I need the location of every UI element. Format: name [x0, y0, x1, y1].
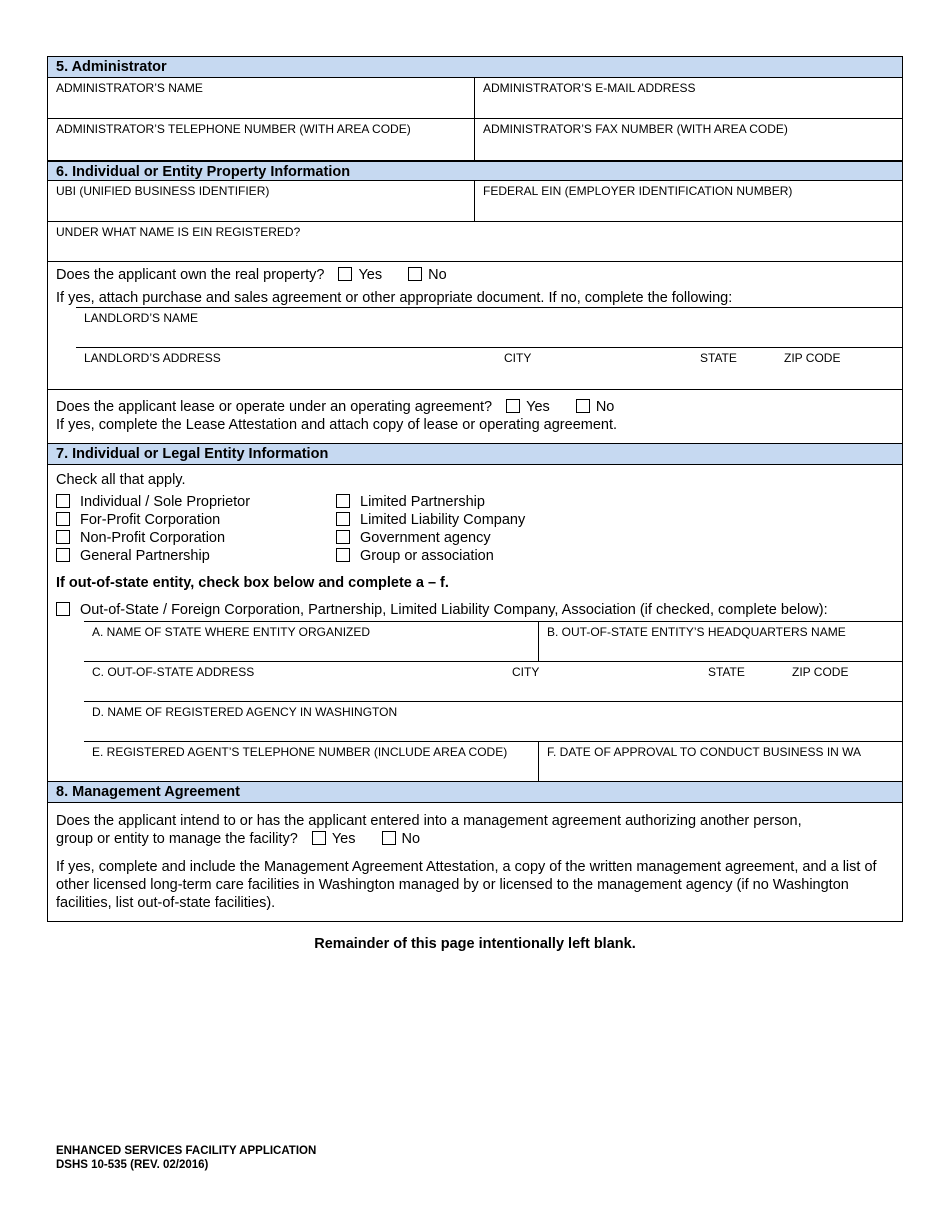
oos-city-field[interactable]: CITY — [512, 665, 540, 679]
entity-option[interactable] — [336, 547, 636, 565]
management-no-checkbox[interactable] — [382, 831, 396, 845]
entity-checkbox[interactable] — [56, 494, 70, 508]
ein-name-field[interactable]: UNDER WHAT NAME IS EIN REGISTERED? — [48, 222, 902, 262]
entity-options — [48, 493, 902, 565]
entity-option[interactable] — [56, 529, 336, 547]
landlord-address-row — [76, 347, 902, 387]
landlord-name-field[interactable]: LANDLORD’S NAME — [84, 311, 199, 325]
lease-note: If yes, complete the Lease Attestation and attach copy of lease or operating agreement. — [56, 417, 618, 433]
entity-option[interactable] — [56, 493, 336, 511]
landlord-zip-field[interactable]: ZIP CODE — [784, 351, 841, 365]
oos-state-code-field[interactable]: STATE — [708, 665, 745, 679]
landlord-state-field[interactable]: STATE — [700, 351, 737, 365]
section-8-header: 8. Management Agreement — [48, 782, 902, 803]
ein-field[interactable]: FEDERAL EIN (EMPLOYER IDENTIFICATION NUMBER) — [483, 184, 793, 198]
lease-question: Does the applicant lease or operate under an operating agreement? — [56, 399, 493, 415]
admin-name-field[interactable]: ADMINISTRATOR’S NAME — [48, 78, 475, 118]
entity-checkbox[interactable] — [336, 512, 350, 526]
landlord-city-field[interactable]: CITY — [504, 351, 532, 365]
entity-type-block — [48, 465, 902, 782]
entity-option-label: Government agency — [360, 530, 491, 546]
oos-row-ab — [84, 621, 902, 661]
oos-row-ef — [84, 741, 902, 781]
own-no-checkbox[interactable] — [408, 267, 422, 281]
lease-yes-checkbox[interactable] — [506, 399, 520, 413]
entity-checkbox[interactable] — [336, 494, 350, 508]
admin-email-field[interactable]: ADMINISTRATOR’S E-MAIL ADDRESS — [483, 81, 696, 95]
admin-row-2 — [48, 119, 902, 160]
out-of-state-checkbox[interactable] — [56, 602, 70, 616]
lease-yes-label: Yes — [526, 399, 550, 415]
management-question-line-1: Does the applicant intend to or has the applicant entered into a management agreement authorizing another person, — [56, 813, 802, 829]
entity-option[interactable] — [56, 547, 336, 565]
section-6-header: 6. Individual or Entity Property Information — [48, 160, 902, 181]
management-question-line-2-row — [56, 830, 894, 848]
management-note: If yes, complete and include the Management Agreement Attestation, a copy of the written management agreement, and a list of other licensed long-term care facilities in Washington managed by or licensed to the management agency (if no Washington facilities, list out-of-state facilities). — [56, 859, 877, 911]
lease-no-checkbox[interactable] — [576, 399, 590, 413]
entity-option[interactable] — [336, 511, 636, 529]
management-no-label: No — [401, 831, 421, 847]
lease-question-line — [56, 398, 894, 416]
lease-no-label: No — [595, 399, 615, 415]
own-property-note: If yes, attach purchase and sales agreement or other appropriate document. If no, complete the following: — [56, 290, 733, 306]
landlord-name-row — [76, 307, 902, 347]
entity-option-label: Limited Liability Company — [360, 512, 526, 528]
section-7-header: 7. Individual or Legal Entity Information — [48, 444, 902, 465]
entity-checkbox[interactable] — [56, 548, 70, 562]
entity-option[interactable] — [336, 493, 636, 511]
management-yes-checkbox[interactable] — [312, 831, 326, 845]
landlord-address-field[interactable]: LANDLORD’S ADDRESS — [84, 351, 221, 365]
management-yes-label: Yes — [331, 831, 356, 847]
admin-fax-field[interactable]: ADMINISTRATOR’S FAX NUMBER (WITH AREA CODE) — [483, 122, 788, 136]
entity-checkbox[interactable] — [56, 512, 70, 526]
blank-page-note: Remainder of this page intentionally left blank. — [314, 936, 636, 952]
out-of-state-label: Out-of-State / Foreign Corporation, Partnership, Limited Liability Company, Association (if checked, complete below): — [80, 602, 828, 618]
management-question-line-2: group or entity to manage the facility? — [56, 831, 298, 847]
oos-row-c — [84, 661, 902, 701]
check-all-label: Check all that apply. — [56, 472, 186, 488]
out-of-state-heading: If out-of-state entity, check box below and complete a – f. — [56, 575, 449, 591]
own-property-question: Does the applicant own the real property? — [56, 267, 325, 283]
management-block — [48, 803, 902, 921]
entity-option-label: Group or association — [360, 548, 494, 564]
oos-state-field[interactable]: A. NAME OF STATE WHERE ENTITY ORGANIZED — [84, 622, 539, 661]
oos-hq-name-field[interactable]: B. OUT-OF-STATE ENTITY’S HEADQUARTERS NAME — [547, 625, 846, 639]
entity-checkbox[interactable] — [56, 530, 70, 544]
oos-address-field[interactable]: C. OUT-OF-STATE ADDRESS — [92, 665, 255, 679]
agent-phone-field[interactable]: E. REGISTERED AGENT’S TELEPHONE NUMBER (INCLUDE AREA CODE) — [84, 742, 539, 781]
lease-block — [48, 390, 902, 444]
form-footer — [56, 1144, 316, 1172]
own-yes-label: Yes — [358, 267, 383, 283]
oos-row-d — [84, 701, 902, 741]
entity-option-label: General Partnership — [80, 548, 210, 564]
entity-option[interactable] — [56, 511, 336, 529]
admin-row-1 — [48, 78, 902, 119]
entity-checkbox[interactable] — [336, 548, 350, 562]
entity-option-label: Limited Partnership — [360, 494, 485, 510]
entity-option[interactable] — [336, 529, 636, 547]
ubi-ein-row — [48, 181, 902, 222]
form-number: DSHS 10-535 (REV. 02/2016) — [56, 1159, 209, 1171]
application-form — [47, 56, 903, 922]
entity-option-label: Individual / Sole Proprietor — [80, 494, 251, 510]
form-title: ENHANCED SERVICES FACILITY APPLICATION — [56, 1145, 317, 1157]
entity-option-label: Non-Profit Corporation — [80, 530, 226, 546]
own-property-question-line — [48, 266, 902, 284]
own-property-block — [48, 262, 902, 390]
admin-phone-field[interactable]: ADMINISTRATOR’S TELEPHONE NUMBER (WITH AREA CODE) — [48, 119, 475, 160]
own-no-label: No — [428, 267, 447, 283]
own-yes-checkbox[interactable] — [338, 267, 352, 281]
entity-checkbox[interactable] — [336, 530, 350, 544]
entity-option-label: For-Profit Corporation — [80, 512, 221, 528]
registered-agency-field[interactable]: D. NAME OF REGISTERED AGENCY IN WASHINGTON — [92, 705, 398, 719]
approval-date-field[interactable]: F. DATE OF APPROVAL TO CONDUCT BUSINESS IN WA — [547, 745, 862, 759]
section-5-header: 5. Administrator — [48, 57, 902, 78]
out-of-state-line — [48, 592, 902, 621]
ubi-field[interactable]: UBI (UNIFIED BUSINESS IDENTIFIER) — [48, 181, 475, 221]
oos-zip-field[interactable]: ZIP CODE — [792, 665, 849, 679]
